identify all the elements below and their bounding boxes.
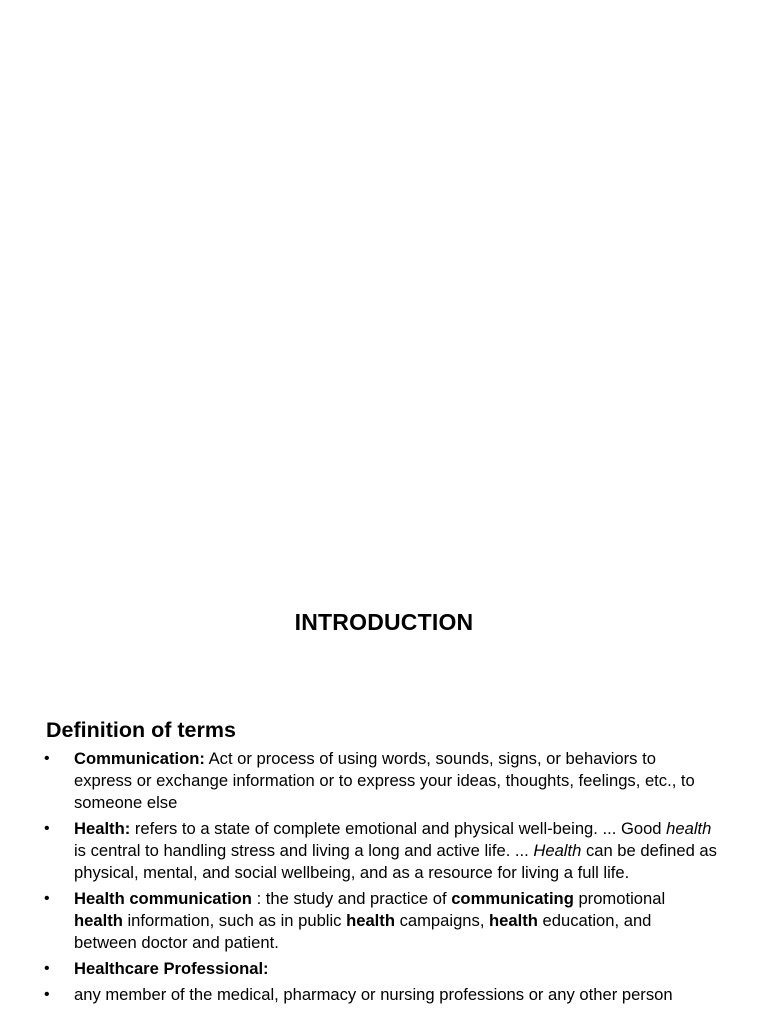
definition-text: promotional [573, 889, 666, 908]
term-label: Communication: [74, 749, 205, 768]
bold-text: health [74, 911, 123, 930]
bullet-icon: • [44, 986, 50, 1003]
definition-text: can be defined as physical, mental, and social wellbeing, and as a resource for living a full life. [74, 841, 717, 882]
bold-text: health [489, 911, 538, 930]
bullet-icon: • [44, 890, 50, 907]
page-title: INTRODUCTION [294, 609, 474, 635]
list-item-health [0, 818, 768, 884]
definition-text: : the study and practice of [251, 889, 452, 908]
bold-text: communicating [451, 889, 574, 908]
definition-text: any member of the medical, pharmacy or nursing professions or any other person [74, 985, 673, 1004]
definition-text: refers to a state of complete emotional and physical well-being. ... Good [130, 819, 667, 838]
definition-text: campaigns, [394, 911, 490, 930]
list-item-health-communication [0, 888, 768, 954]
list-item-communication [0, 748, 768, 814]
bullet-icon: • [44, 750, 50, 767]
definition-list [0, 748, 768, 1010]
term-label: Healthcare Professional: [74, 959, 269, 978]
term-label: Health communication [74, 889, 252, 908]
definition-text: is central to handling stress and living a long and active life. ... [74, 841, 534, 860]
list-item-healthcare-professional-definition [0, 984, 768, 1006]
section-heading: Definition of terms [46, 718, 236, 742]
bullet-icon: • [44, 820, 50, 837]
list-item-healthcare-professional [0, 958, 768, 980]
bold-text: health [346, 911, 395, 930]
bullet-icon: • [44, 960, 50, 977]
emphasis-text: health [666, 819, 712, 838]
term-label: Health: [74, 819, 131, 838]
emphasis-text: Health [533, 841, 582, 860]
definition-text: information, such as in public [122, 911, 347, 930]
definition-text: Act or process of using words, sounds, signs, or behaviors to express or exchange information or to express your ideas, thoughts, feelings, etc., to someone else [74, 749, 695, 812]
definition-text: education, and between doctor and patient. [74, 911, 652, 952]
